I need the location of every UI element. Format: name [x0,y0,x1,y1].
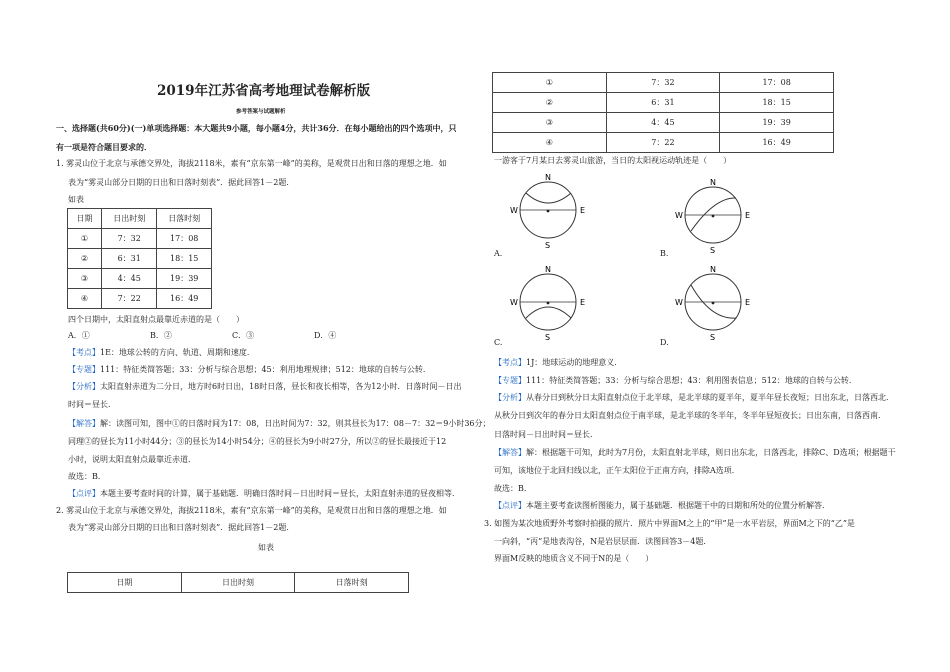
q1-zhuanti [68,364,431,375]
section-header-line-1: 一、选择题(共60分)(一)单项选择题：本大题共9小题，每小题4分，共计36分．在每小题给出的四个选项中，只 [56,123,457,133]
q1-option-c[interactable]: C．③ [232,331,255,340]
table-cell: ③ [493,113,607,133]
q3-stem-line-1: 3. 如图为某次地质野外考察时拍摄的照片．照片中界面M之上的“甲”是一水平岩层，界面M之下的“乙”是 [484,519,855,528]
table-row [493,93,834,113]
table-cell: 19：39 [720,113,834,133]
sun-path-arc-a [526,193,571,203]
q1-answer: 故选：B． [68,472,106,481]
jieda-text: 解：根据题干可知，此时为7月份，太阳直射北半球，则日出东北，日落西北，排除C、D选项；根据题干 [526,448,896,457]
table-row [68,249,212,269]
table-header: 日落时刻 [157,209,212,229]
table-header: 日落时刻 [295,573,409,593]
table-cell: ④ [493,133,607,153]
q1-option-b[interactable]: B．② [150,331,172,340]
q2-option-a[interactable]: A. [494,249,503,258]
observer-dot [712,215,715,218]
kaodian-text: 1J：地球运动的地理意义． [526,358,623,367]
fenxi-text: 从春分日到秋分日太阳直射点位于北半球，是北半球的夏半年，夏半年昼长夜短；日出东北，日落西北． [526,393,894,402]
q2-table-header-part [67,572,409,593]
table-cell: ② [493,93,607,113]
north-label: N [545,173,551,182]
south-label: S [545,333,551,342]
table-cell: 18：15 [720,93,834,113]
q3-question: 界面M反映的地质含义不同于N的是（ ） [494,554,654,563]
zhuanti-tag: 【专题】 [494,376,526,385]
q1-kaodian [68,347,255,358]
table-cell: 4：45 [606,113,720,133]
q1-stem-line-2: 表为“雾灵山部分日期的日出和日落时刻表”．据此回答1－2题． [68,178,295,187]
q1-option-a[interactable]: A．① [68,331,90,340]
north-label: N [710,265,716,274]
sun-path-arc-b [691,198,736,231]
q2-stem-line-2: 表为“雾灵山部分日期的日出和日落时刻表”．据此回答1－2题． [68,523,295,532]
q2-table-caption: 如表 [258,543,274,552]
sun-path-diagram-d[interactable] [675,262,755,342]
table-cell: 7：32 [606,73,720,93]
sun-path-diagram-b[interactable] [675,175,755,255]
sun-path-arc-d [691,285,736,318]
west-label: W [510,298,518,307]
q2-option-c[interactable]: C. [494,338,503,347]
q1-fenxi [68,381,461,392]
observer-dot [547,302,550,305]
section-header-line-2: 有一项是符合题目要求的． [56,142,152,152]
page-subtitle: 参考答案与试题解析 [236,109,286,115]
dianping-tag: 【点评】 [68,489,100,498]
q1-question: 四个日期中，太阳直射点最靠近赤道的是（ ） [68,315,244,324]
q1-sunrise-sunset-table [67,208,212,309]
table-cell: 16：49 [157,289,212,309]
east-label: E [580,206,586,215]
q2-question: 一游客于7月某日去雾灵山旅游，当日的太阳视运动轨迹是（ ） [494,156,732,165]
fenxi-tag: 【分析】 [494,393,526,402]
north-label: N [710,178,716,187]
zhuanti-text: 111：特征类简答题；33：分析与综合思想；43：利用图表信息；512：地球的自转与公转． [526,376,857,385]
table-cell: 7：32 [102,229,157,249]
table-cell: ② [68,249,102,269]
q2-fenxi [494,392,894,403]
q1-option-d[interactable]: D．④ [314,331,337,340]
table-row [493,113,834,133]
table-header: 日出时刻 [181,573,295,593]
east-label: E [580,298,586,307]
q1-dianping [68,488,460,499]
q1-jieda-line-2: 同理②的昼长为11小时44分；③的昼长为14小时54分；④的昼长为9小时27分，所以②的昼长最接近于12 [68,437,447,446]
q2-fenxi-line-3: 日落时间－日出时间＝昼长． [494,430,598,439]
jieda-text: 解：读图可知，图中①的日落时间为17：08，日出时间为7：32，则其昼长为17：08－7：32＝9小时36分； [100,419,491,428]
table-cell: 7：22 [102,289,157,309]
east-label: E [745,298,751,307]
sun-path-arc-c [526,307,571,318]
fenxi-tag: 【分析】 [68,382,100,391]
q2-stem-line-1: 2. 雾灵山位于北京与承德交界处，海拔2118米，素有“京东第一峰”的美称，是观赏日出和日落的理想之地．如 [56,506,447,515]
right-page-column [475,0,950,672]
q2-jieda [494,447,896,458]
q2-answer: 故选：B． [494,484,532,493]
q1-fenxi-line-2: 时间＝昼长． [68,400,116,409]
observer-dot [712,302,715,305]
q2-table-body-part [492,72,834,153]
table-cell: 19：39 [157,269,212,289]
table-header: 日出时刻 [102,209,157,229]
q1-stem-line-1: 1. 雾灵山位于北京与承德交界处，海拔2118米，素有“京东第一峰”的美称，是观赏日出和日落的理想之地．如 [56,159,447,168]
sun-path-diagram-a[interactable] [510,170,590,250]
zhuanti-tag: 【专题】 [68,365,100,374]
table-cell: ③ [68,269,102,289]
q2-jieda-line-2: 可知，该地位于北回归线以北，正午太阳位于正南方向，排除A选项． [494,466,740,475]
kaodian-tag: 【考点】 [494,358,526,367]
sun-path-diagram-c[interactable] [510,262,590,342]
observer-dot [547,210,550,213]
table-row [68,269,212,289]
q2-fenxi-line-2: 从秋分日到次年的春分日太阳直射点位于南半球，是北半球的冬半年，冬半年昼短夜长；日出东南，日落西南． [494,411,886,420]
table-cell: 17：08 [157,229,212,249]
south-label: S [710,246,716,255]
dianping-text: 本题主要考查时间的计算，属于基础题．明确日落时间－日出时间＝昼长，太阳直射赤道的昼夜相等． [100,489,460,498]
north-label: N [545,265,551,274]
east-label: E [745,211,751,220]
table-cell: ① [493,73,607,93]
table-cell: 6：31 [102,249,157,269]
kaodian-text: 1E：地球公转的方向、轨道、周期和速度． [100,348,255,357]
q3-stem-line-2: 一向斜，“丙”是地表沟谷，N是岩层层面．读图回答3－4题． [494,537,712,546]
kaodian-tag: 【考点】 [68,348,100,357]
jieda-tag: 【解答】 [68,419,100,428]
page-title: 2019年江苏省高考地理试卷解析版 [157,83,371,99]
table-cell: ① [68,229,102,249]
table-cell: 18：15 [157,249,212,269]
jieda-tag: 【解答】 [494,448,526,457]
table-cell: 17：08 [720,73,834,93]
table-header: 日期 [68,573,182,593]
table-cell: 16：49 [720,133,834,153]
table-row [493,133,834,153]
q1-table-caption: 如表 [68,195,84,204]
table-header: 日期 [68,209,102,229]
q2-dianping [494,500,830,511]
q2-option-d[interactable]: D. [660,338,669,347]
table-cell: 7：22 [606,133,720,153]
south-label: S [545,241,551,250]
table-row [493,73,834,93]
west-label: W [510,206,518,215]
fenxi-text: 太阳直射赤道为二分日，地方时6时日出，18时日落，昼长和夜长相等，各为12小时．日落时间－日出 [100,382,462,391]
q2-option-b[interactable]: B. [660,249,669,258]
dianping-text: 本题主要考查读图析图能力，属于基础题．根据题干中的日期和所处的位置分析解答． [526,501,830,510]
table-row [68,289,212,309]
table-cell: ④ [68,289,102,309]
q2-zhuanti [494,375,857,386]
table-row [68,229,212,249]
q1-jieda-line-3: 小时，说明太阳直射点最靠近赤道． [68,455,196,464]
dianping-tag: 【点评】 [494,501,526,510]
table-cell: 6：31 [606,93,720,113]
table-cell: 4：45 [102,269,157,289]
west-label: W [675,211,683,220]
q2-kaodian [494,357,622,368]
zhuanti-text: 111：特征类简答题；33：分析与综合思想；45：利用地理规律；512：地球的自转与公转． [100,365,431,374]
q1-jieda [68,418,491,429]
south-label: S [710,333,716,342]
west-label: W [675,298,683,307]
